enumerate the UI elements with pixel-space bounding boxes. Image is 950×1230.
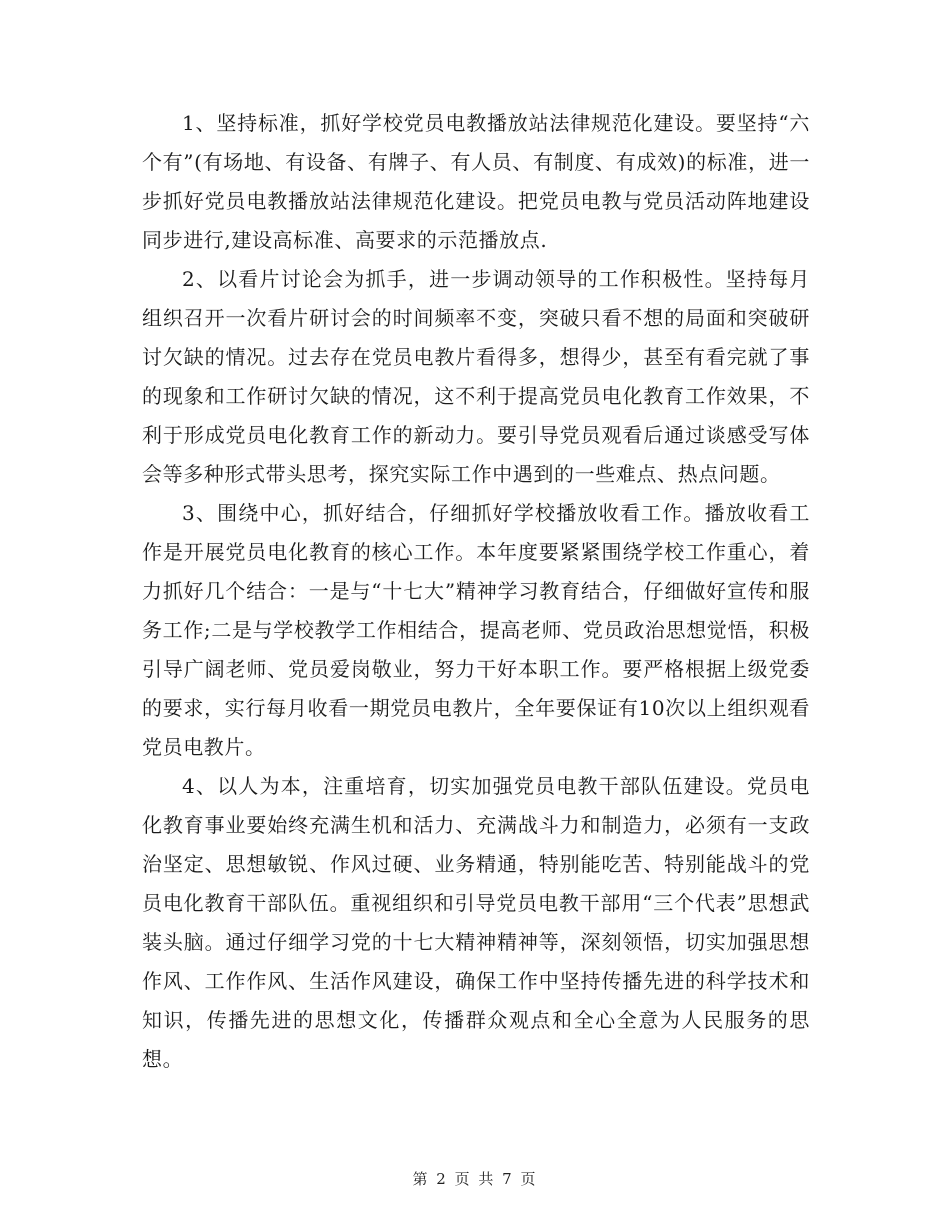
document-body [142, 104, 810, 1079]
paragraph-2: 2、以看片讨论会为抓手，进一步调动领导的工作积极性。坚持每月组织召开一次看片研讨会的时间频率不变，突破只看不想的局面和突破研讨欠缺的情况。过去存在党员电教片看得多，想得少，甚至有看完就了事的现象和工作研讨欠缺的情况，这不利于提高党员电化教育工作效果，不利于形成党员电化教育工作的新动力。要引导党员观看后通过谈感受写体会等多种形式带头思考，探究实际工作中遇到的一些难点、热点问题。 [142, 267, 810, 486]
paragraph-4: 4、以人为本，注重培育，切实加强党员电教干部队伍建设。党员电化教育事业要始终充满生机和活力、充满战斗力和制造力，必须有一支政治坚定、思想敏锐、作风过硬、业务精通，特别能吃苦、特别能战斗的党员电化教育干部队伍。重视组织和引导党员电教干部用“三个代表”思想武装头脑。通过仔细学习党的十七大精神精神等，深刻领悟，切实加强思想作风、工作作风、生活作风建设，确保工作中坚持传播先进的科学技术和知识，传播先进的思想文化，传播群众观点和全心全意为人民服务的思想。 [142, 774, 810, 1071]
paragraph-3: 3、围绕中心，抓好结合，仔细抓好学校播放收看工作。播放收看工作是开展党员电化教育的核心工作。本年度要紧紧围绕学校工作重心，着力抓好几个结合：一是与“十七大”精神学习教育结合，仔细做好宣传和服务工作;二是与学校教学工作相结合，提高老师、党员政治思想觉悟，积极引导广阔老师、党员爱岗敬业，努力干好本职工作。要严格根据上级党委的要求，实行每月收看一期党员电教片，全年要保证有10次以上组织观看党员电教片。 [142, 501, 810, 759]
page-number-footer: 第 2 页 共 7 页 [412, 1170, 538, 1188]
paragraph-1: 1、坚持标准，抓好学校党员电教播放站法律规范化建设。要坚持“六个有”(有场地、有设备、有牌子、有人员、有制度、有成效)的标准，进一步抓好党员电教播放站法律规范化建设。把党员电教与党员活动阵地建设同步进行,建设高标准、高要求的示范播放点. [142, 111, 810, 252]
